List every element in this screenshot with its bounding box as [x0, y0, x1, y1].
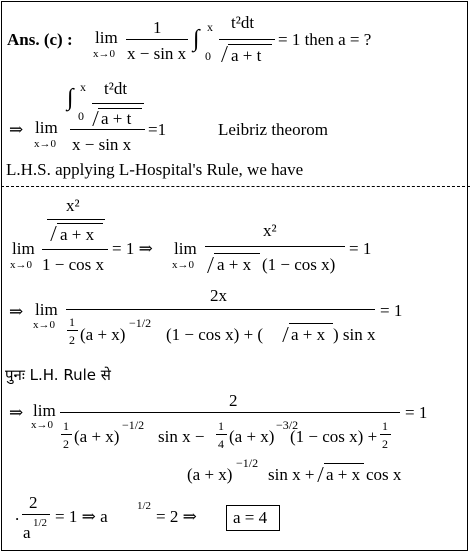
lim-2: lim [35, 118, 58, 137]
frac2-den: x − sin x [72, 135, 132, 154]
s3-ax-1: (a + x) [74, 427, 120, 446]
final-eq-implies: = 1 ⇒ a [55, 507, 108, 526]
eq-1-a: =1 [148, 120, 167, 139]
int2-den: a + t [101, 109, 132, 128]
s2-term1: (a + x) [80, 325, 126, 344]
int1-lower: 0 [205, 49, 211, 63]
int2-num: t²dt [104, 79, 128, 98]
int1-den: a + t [231, 46, 262, 65]
final-dot: . [15, 505, 20, 524]
s1-sqrt-a-vinc [57, 223, 103, 224]
lim-4: lim [174, 239, 197, 258]
s2-eq-1: = 1 [380, 301, 403, 320]
final-den-a: a [23, 523, 31, 542]
s3-quarter-bar [216, 434, 227, 435]
implies-1: ⇒ [9, 120, 24, 139]
s1-x2-a: x² [66, 196, 80, 215]
s2-half-num: 1 [69, 315, 75, 329]
lim-1: lim [95, 28, 118, 47]
integral-2: ∫ [67, 85, 74, 111]
s2-num: 2x [210, 286, 227, 305]
final-answer: a = 4 [233, 508, 268, 527]
s1-den-a: 1 − cos x [42, 255, 104, 274]
s3-half2-bar [380, 434, 391, 435]
lim-3-sub: x→0 [10, 259, 32, 271]
final-a-exp: 1/2 [137, 500, 152, 512]
final-den-exp: 1/2 [33, 517, 48, 529]
hindi-again: पुनः L.H. Rule से [5, 366, 111, 384]
s3-quarter-num: 1 [218, 419, 224, 433]
eq-then: = 1 then a = ? [278, 30, 372, 49]
s3-bar [60, 412, 400, 413]
s3-sinx-minus: sin x − [158, 427, 205, 446]
lim-1-sub: x→0 [93, 48, 115, 60]
int1-num: t²dt [231, 13, 255, 32]
dashed-separator [1, 186, 470, 187]
s1-eq-1: = 1 [349, 239, 372, 258]
s1-bar-b [205, 246, 345, 247]
implies-3: ⇒ [9, 403, 24, 422]
s1-aplusx-a: a + x [60, 225, 95, 244]
integral-1: ∫ [193, 26, 200, 52]
s2-term2: ) sin x [333, 325, 376, 344]
s2-half-bar [67, 330, 78, 331]
s2-bar [66, 309, 375, 310]
s1-inner-bar-a [47, 219, 105, 220]
s3-line2-exp: −1/2 [236, 456, 259, 470]
s3-quarter-den: 4 [218, 437, 224, 451]
s3-half2-num: 1 [382, 419, 388, 433]
implies-2: ⇒ [9, 302, 24, 321]
s3-half2-den: 2 [382, 437, 388, 451]
s3-eq-1: = 1 [405, 403, 428, 422]
s3-line2-aplusx: a + x [326, 465, 361, 484]
frac1-den: x − sin x [127, 44, 187, 63]
s3-sqrt-vinc [324, 463, 364, 464]
s2-term1b: (1 − cos x) + ( [166, 325, 264, 344]
s3-half-den: 2 [63, 437, 69, 451]
s3-ax-2: (a + x) [229, 427, 275, 446]
s3-num: 2 [229, 391, 238, 410]
s3-exp-1: −1/2 [122, 418, 145, 432]
int2-upper: x [80, 80, 86, 94]
s1-x2-b: x² [263, 221, 277, 240]
s2-sqrt-vinc [289, 323, 333, 324]
frac1-bar [126, 39, 188, 40]
lim-6: lim [33, 401, 56, 420]
s1-sqrt-b-vinc [214, 253, 260, 254]
int1-upper: x [207, 20, 213, 34]
s3-line2-sinx: sin x + [268, 465, 315, 484]
lim-6-sub: x→0 [31, 419, 53, 431]
lim-5-sub: x→0 [33, 319, 55, 331]
frac2-bar [70, 129, 145, 130]
s2-half-den: 2 [69, 333, 75, 347]
s2-exp: −1/2 [129, 316, 152, 330]
int2-inner-bar [92, 103, 144, 104]
leibniz-note: Leibriz theorom [218, 120, 328, 139]
s3-line2-cosx: cos x [366, 465, 402, 484]
s1-one-minus-cosx: (1 − cos x) [262, 255, 336, 274]
frac1-num: 1 [153, 18, 162, 37]
s3-half-num: 1 [63, 419, 69, 433]
lim-5: lim [35, 300, 58, 319]
lim-4-sub: x→0 [172, 259, 194, 271]
s3-line2-ax: (a + x) [187, 465, 233, 484]
s3-one-minus-cosx: (1 − cos x) + [290, 427, 378, 446]
int1-bar [219, 39, 275, 40]
s3-half-bar [61, 434, 72, 435]
s1-aplusx-b: a + x [217, 255, 252, 274]
lhs-text: L.H.S. applying L-Hospital's Rule, we have [6, 160, 304, 179]
final-eq-2: = 2 ⇒ [156, 507, 197, 526]
s1-eq-implies: = 1 ⇒ [112, 239, 153, 258]
s2-aplusx: a + x [291, 325, 326, 344]
s3-exp-2: −3/2 [276, 418, 299, 432]
int2-lower: 0 [78, 109, 84, 123]
final-num: 2 [29, 493, 38, 512]
lim-2-sub: x→0 [34, 138, 56, 150]
s1-bar-a [42, 249, 108, 250]
lim-3: lim [12, 239, 35, 258]
sqrt1-vinculum [228, 44, 272, 45]
final-bar [22, 514, 50, 515]
answer-label: Ans. (c) : [7, 30, 73, 49]
